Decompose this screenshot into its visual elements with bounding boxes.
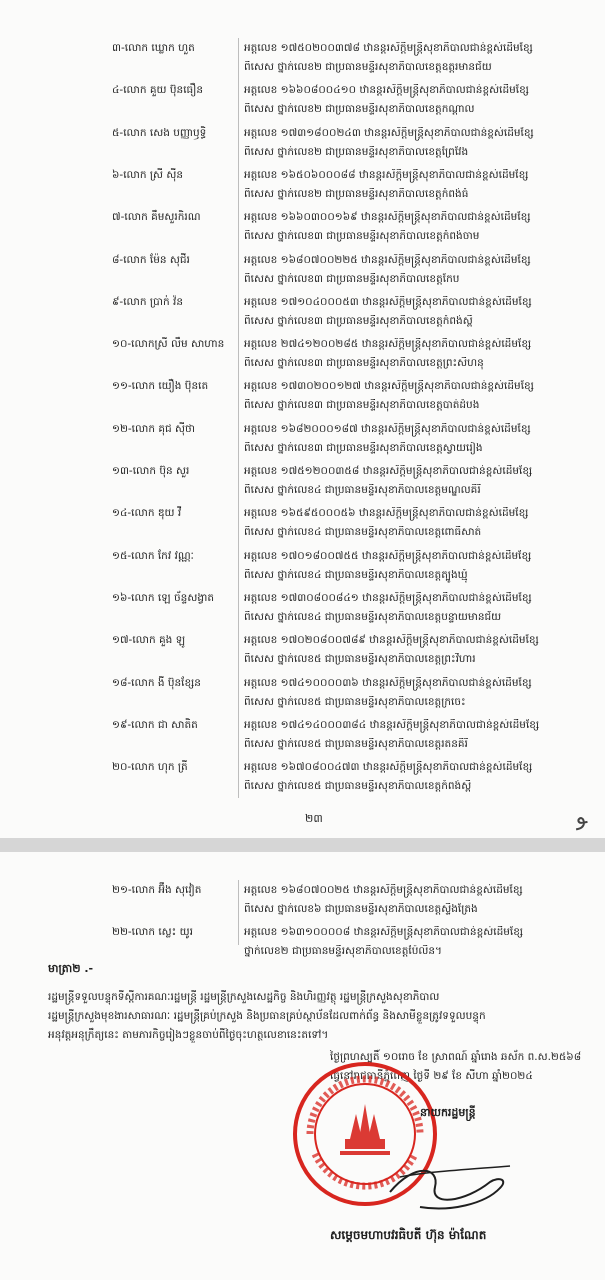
official-position: ពិសេស ថ្នាក់លេខ៦ ជាប្រធានមន្ទីរសុខាភិបាលខេត្តស្ទឹងត្រែង (244, 903, 478, 915)
article-text-line-1: រដ្ឋមន្ត្រីទទួលបន្ទុកទីស្ដីការគណៈរដ្ឋមន្ត្រី រដ្ឋមន្ត្រីក្រសួងសេដ្ឋកិច្ច និងហិរញ្ញវត្ថុ រដ្ឋមន្ត្រីក្រសួងសុខាភិបាល (48, 991, 440, 1003)
list-item (0, 759, 605, 801)
official-id-rank: អត្តលេខ ១៦៣១០០០០៨ ឋានន្តរស័ក្តិមន្ត្រីសុខាភិបាលជាន់ខ្ពស់ដើមខ្សែ (244, 926, 524, 938)
official-position: ពិសេស ថ្នាក់លេខ៤ ជាប្រធានមន្ទីរសុខាភិបាលខេត្តមណ្ឌលគិរី (244, 484, 481, 496)
official-name: ២០-លោក ហុក ត្រី (112, 761, 188, 774)
official-id-rank: អត្តលេខ ១៦៧០៨០០៤៧៣ ឋានន្តរស័ក្តិមន្ត្រីសុខាភិបាលជាន់ខ្ពស់ដើមខ្សែ (244, 761, 533, 774)
list-item (0, 675, 605, 717)
official-id-rank: អត្តលេខ ១៧៥១២០០៣៥៨ ឋានន្តរស័ក្តិមន្ត្រីសុខាភិបាលជាន់ខ្ពស់ដើមខ្សែ (244, 465, 533, 477)
official-position: ពិសេស ថ្នាក់លេខ៥ ជាប្រធានមន្ទីរសុខាភិបាលខេត្តកំពង់ស្ពឺ (244, 780, 472, 793)
list-item (0, 717, 605, 759)
document-page-2 (0, 852, 605, 1280)
official-position: ពិសេស ថ្នាក់លេខ៥ ជាប្រធានមន្ទីរសុខាភិបាលខេត្តព្រះវិហារ (244, 653, 476, 666)
official-position: ថ្នាក់លេខ២ ជាប្រធានមន្ទីរសុខាភិបាលខេត្តប៉ៃលិន។ (244, 945, 442, 957)
article-heading: មាត្រា២ .- (48, 962, 94, 975)
list-item (0, 167, 605, 209)
list-item (0, 421, 605, 463)
official-id-rank: អត្តលេខ ១៧៣០២០០១២៧ ឋានន្តរស័ក្តិមន្ត្រីសុខាភិបាលជាន់ខ្ពស់ដើមខ្សែ (244, 380, 534, 393)
official-name: ៤-លោក គួយ ប៊ុនធឿន (112, 84, 204, 97)
official-name: ៧-លោក គឹមសួរកិរណ (112, 211, 201, 224)
official-name: ១៤-លោក ឌុយ វី (112, 507, 182, 520)
official-name: ២១-លោក អ៊ឹង សុវៀត (112, 884, 202, 896)
handwritten-corner-mark: ﻮ (572, 804, 589, 831)
list-item (0, 924, 605, 966)
official-name: ៦-លោក ស្រី ស៊ីន (112, 168, 184, 181)
list-item (0, 378, 605, 420)
official-position: ពិសេស ថ្នាក់លេខ៤ ជាប្រធានមន្ទីរសុខាភិបាលខេត្តបន្ទាយមានជ័យ (244, 610, 502, 623)
list-item (0, 548, 605, 590)
official-position: ពិសេស ថ្នាក់លេខ៣ ជាប្រធានមន្ទីរសុខាភិបាលខេត្តបាត់ដំបង (244, 399, 480, 412)
official-position: ពិសេស ថ្នាក់លេខ៣ ជាប្រធានមន្ទីរសុខាភិបាលខេត្តកំពង់ចាម (244, 230, 480, 243)
official-name: ១២-លោក គុជ ស៊ីថា (112, 422, 196, 435)
article-text-line-2: រដ្ឋមន្ត្រីក្រសួងមុខងារសាធារណៈ រដ្ឋមន្ត្រីគ្រប់ក្រសួង និងប្រធានគ្រប់ស្ថាប័នដែលពាក់ព័ន្ធ និងសាមីខ្លួនត្រូវទទួលបន្ទុក (48, 1010, 486, 1022)
official-position: ពិសេស ថ្នាក់លេខ៣ ជាប្រធានមន្ទីរសុខាភិបាលខេត្តព្រះសីហនុ (244, 357, 484, 370)
list-item (0, 82, 605, 124)
official-id-rank: អត្តលេខ ១៧០១៨០០៧៥៥ ឋានន្តរស័ក្តិមន្ត្រីសុខាភិបាលជាន់ខ្ពស់ដើមខ្សែ (244, 549, 532, 562)
official-position: ពិសេស ថ្នាក់លេខ២ ជាប្រធានមន្ទីរសុខាភិបាលខេត្តកំពង់ធំ (244, 187, 469, 200)
list-item (0, 209, 605, 251)
official-id-rank: អត្តលេខ ១៦៦០៨០០៤១០ ឋានន្តរស័ក្តិមន្ត្រីសុខាភិបាលជាន់ខ្ពស់ដើមខ្សែ (244, 84, 529, 97)
official-name: ១០-លោកស្រី លឹម សាហាន (112, 338, 225, 351)
lunar-date: ថ្ងៃព្រហស្បតិ៍ ១០រោច ខែ ស្រាពណ៍ ឆ្នាំរោង ឆស័ក ព.ស.២៥៦៨ (330, 1051, 582, 1063)
official-position: ពិសេស ថ្នាក់លេខ២ ជាប្រធានមន្ទីរសុខាភិបាលខេត្តព្រៃវែង (244, 145, 469, 158)
official-id-rank: អត្តលេខ ១៧៤១៤០០០៣៨៤ ឋានន្តរស័ក្តិមន្ត្រីសុខាភិបាលជាន់ខ្ពស់ដើមខ្សែ (244, 718, 540, 731)
list-item (0, 882, 605, 924)
list-item (0, 294, 605, 336)
official-position: ពិសេស ថ្នាក់លេខ៤ ជាប្រធានមន្ទីរសុខាភិបាលខេត្តពោធិ៍សាត់ (244, 526, 482, 539)
official-position: ពិសេស ថ្នាក់លេខ៥ ជាប្រធានមន្ទីរសុខាភិបាលខេត្តក្រចេះ (244, 695, 466, 708)
list-item (0, 125, 605, 167)
solar-date: ធ្វើនៅរាជធានីភ្នំពេញ ថ្ងៃទី ២៩ ខែ សីហា ឆ្នាំ២០២៤ (330, 1070, 533, 1082)
signatory-name: សម្តេចមហាបវរធិបតី ហ៊ុន ម៉ាណែត (330, 1228, 487, 1242)
list-item (0, 336, 605, 378)
official-id-rank: អត្តលេខ ២៧៤១២០០២៨៥ ឋានន្តរស័ក្តិមន្ត្រីសុខាភិបាលជាន់ខ្ពស់ដើមខ្សែ (244, 338, 532, 351)
official-id-rank: អត្តលេខ ១៧៣០៨០០៨៤១ ឋានន្តរស័ក្តិមន្ត្រីសុខាភិបាលជាន់ខ្ពស់ដើមខ្សែ (244, 591, 532, 604)
official-name: ៥-លោក សេង បញ្ញាឫទ្ធិ (112, 126, 207, 139)
official-name: ១៥-លោក កែវ វណ្ណៈ (112, 549, 194, 562)
official-id-rank: អត្តលេខ ១៧១០៤០០០៥៣ ឋានន្តរស័ក្តិមន្ត្រីសុខាភិបាលជាន់ខ្ពស់ដើមខ្សែ (244, 295, 532, 308)
official-id-rank: អត្តលេខ ១៧០២០៨០០៧៨៩ ឋានន្តរស័ក្តិមន្ត្រីសុខាភិបាលជាន់ខ្ពស់ដើមខ្សែ (244, 634, 539, 647)
list-item (0, 463, 605, 505)
official-name: ១៩-លោក ជា សាតិត (112, 718, 198, 731)
list-item (0, 632, 605, 674)
official-position: ពិសេស ថ្នាក់លេខ៣ ជាប្រធានមន្ទីរសុខាភិបាលខេត្តស្វាយរៀង (244, 441, 483, 454)
official-id-rank: អត្តលេខ ១៧៣១៨០០២៤៣ ឋានន្តរស័ក្តិមន្ត្រីសុខាភិបាលជាន់ខ្ពស់ដើមខ្សែ (244, 126, 534, 139)
official-id-rank: អត្តលេខ ១៦៥៩៥០០០៥៦ ឋានន្តរស័ក្តិមន្ត្រីសុខាភិបាលជាន់ខ្ពស់ដើមខ្សែ (244, 507, 529, 520)
official-id-rank: អត្តលេខ ១៦៨០៧០០២៥ ឋានន្តរស័ក្តិមន្ត្រីសុខាភិបាលជាន់ខ្ពស់ដើមខ្សែ (244, 884, 523, 896)
official-name: ១៧-លោក គួង ឡូ (112, 634, 186, 647)
list-item (0, 505, 605, 547)
page-separator (0, 838, 605, 852)
official-name: ៣-លោក ឃ្លោក ហួត (112, 42, 195, 54)
official-position: ពិសេស ថ្នាក់លេខ៣ ជាប្រធានមន្ទីរសុខាភិបាលខេត្តកំពង់ស្ពឺ (244, 314, 473, 327)
article-text-line-3: អនុវត្តអនុក្រឹត្យនេះ តាមភារកិច្ចរៀងៗខ្លួនចាប់ពីថ្ងៃចុះហត្ថលេខានេះតទៅ។ (48, 1029, 329, 1041)
official-position: ពិសេស ថ្នាក់លេខ២ ជាប្រធានមន្ទីរសុខាភិបាលខេត្តកណ្តាល (244, 103, 475, 116)
official-id-rank: អត្តលេខ ១៧៥០២០០៣៧៨ ឋានន្តរស័ក្តិមន្ត្រីសុខាភិបាលជាន់ខ្ពស់ដើមខ្សែ (244, 42, 533, 54)
page-number: ២៣ (305, 812, 323, 825)
official-name: ១៣-លោក ប៊ុន សួរ (112, 465, 190, 477)
official-name: ១១-លោក យឿង ប៊ុនតេ (112, 380, 209, 393)
handwritten-signature-icon (380, 1152, 520, 1222)
prime-minister-title: នាយករដ្ឋមន្ត្រី (420, 1106, 476, 1119)
official-position: ពិសេស ថ្នាក់លេខ២ ជាប្រធានមន្ទីរសុខាភិបាលខេត្តឧត្តរមានជ័យ (244, 61, 492, 73)
official-id-rank: អត្តលេខ ១៦៥០៦០០០៨៨ ឋានន្តរស័ក្តិមន្ត្រីសុខាភិបាលជាន់ខ្ពស់ដើមខ្សែ (244, 168, 529, 181)
official-id-rank: អត្តលេខ ១៧៤១០០០០៣៦ ឋានន្តរស័ក្តិមន្ត្រីសុខាភិបាលជាន់ខ្ពស់ដើមខ្សែ (244, 676, 532, 689)
list-item (0, 252, 605, 294)
list-item (0, 40, 605, 82)
official-name: ២២-លោក ស្លេះ យូរ (112, 926, 193, 938)
official-name: ៨-លោក ម៉ែន សុជីរ (112, 253, 190, 266)
official-position: ពិសេស ថ្នាក់លេខ៤ ជាប្រធានមន្ទីរសុខាភិបាលខេត្តត្បូងឃ្មុំ (244, 568, 468, 581)
official-id-rank: អត្តលេខ ១៦៨០៧០០២២៥ ឋានន្តរស័ក្តិមន្ត្រីសុខាភិបាលជាន់ខ្ពស់ដើមខ្សែ (244, 253, 531, 266)
official-name: ១៦-លោក ឡេ ច័ន្ទសង្វាត (112, 591, 214, 604)
official-id-rank: អត្តលេខ ១៦៦០៣០០១៦៩ ឋានន្តរស័ក្តិមន្ត្រីសុខាភិបាលជាន់ខ្ពស់ដើមខ្សែ (244, 211, 531, 224)
official-position: ពិសេស ថ្នាក់លេខ៣ ជាប្រធានមន្ទីរសុខាភិបាលខេត្តកែប (244, 272, 460, 285)
official-name: ៩-លោក ប្រាក់ វ៉ន (112, 295, 184, 308)
official-name: ១៨-លោក ងី ប៊ុនខ្សែន (112, 676, 201, 689)
list-item (0, 590, 605, 632)
official-id-rank: អត្តលេខ ១៦៨២០០០១៨៧ ឋានន្តរស័ក្តិមន្ត្រីសុខាភិបាលជាន់ខ្ពស់ដើមខ្សែ (244, 422, 531, 435)
official-position: ពិសេស ថ្នាក់លេខ៥ ជាប្រធានមន្ទីរសុខាភិបាលខេត្តរតនគិរី (244, 737, 468, 750)
